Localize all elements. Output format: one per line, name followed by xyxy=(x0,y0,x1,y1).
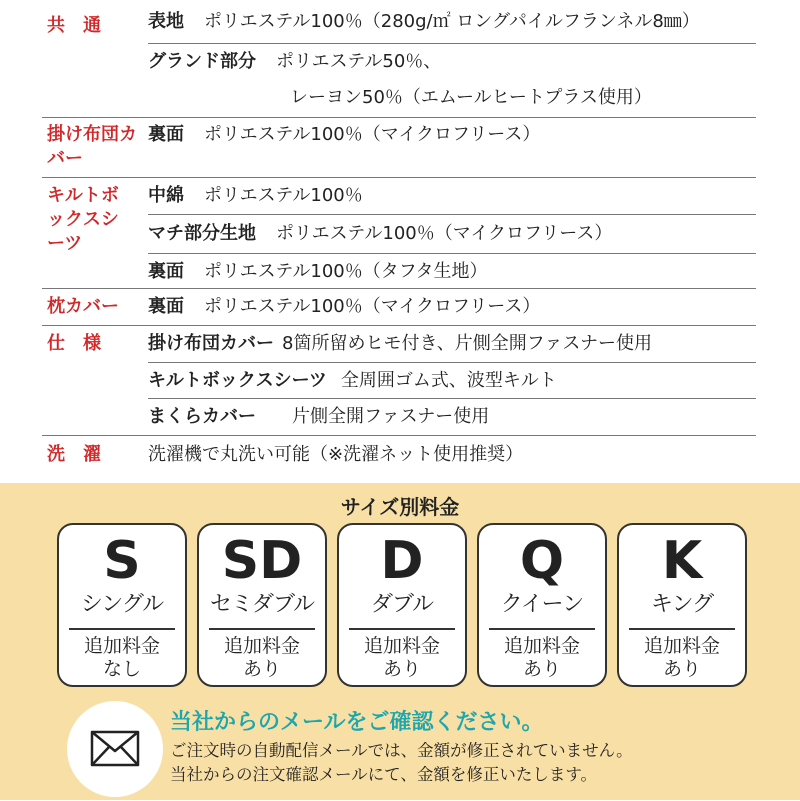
spec-line xyxy=(148,405,489,429)
fee-label: 追加料金 xyxy=(83,635,160,657)
size-letter: S xyxy=(103,531,141,591)
size-name: キング xyxy=(650,592,714,617)
spec-value: ポリエステル100％（マイクロフリース） xyxy=(204,296,541,317)
spec-line xyxy=(148,295,540,319)
card-divider xyxy=(489,628,595,630)
card-divider xyxy=(349,628,455,630)
fee-value: なし xyxy=(102,658,141,680)
spec-value: ポリエステル100％（280g/㎡ ロングパイルフランネル8㎜） xyxy=(204,11,700,32)
spec-category: 掛け布団カバー xyxy=(47,124,137,169)
size-letter: K xyxy=(661,531,703,591)
card-divider xyxy=(629,628,735,630)
size-name: シングル xyxy=(80,592,164,617)
spec-label: 裏面 xyxy=(148,124,184,145)
size-fee xyxy=(199,635,325,681)
spec-line xyxy=(290,86,652,110)
size-letter: SD xyxy=(221,531,303,591)
divider xyxy=(42,435,756,436)
divider xyxy=(148,43,756,44)
spec-value: 片側全開ファスナー使用 xyxy=(292,406,490,427)
fee-label: 追加料金 xyxy=(363,635,440,657)
size-fee xyxy=(59,635,185,681)
spec-value: 洗濯機で丸洗い可能（※洗濯ネット使用推奨） xyxy=(148,444,524,465)
spec-value: 全周囲ゴム式、波型キルト xyxy=(340,370,557,391)
fee-label: 追加料金 xyxy=(643,635,720,657)
size-name: ダブル xyxy=(370,592,434,617)
spec-line xyxy=(148,50,441,74)
spec-line xyxy=(148,123,540,147)
spec-label: 掛け布団カバー xyxy=(148,333,274,354)
spec-category: 洗 濯 xyxy=(47,444,101,465)
card-divider xyxy=(69,628,175,630)
spec-value: ポリエステル100％（タフタ生地） xyxy=(204,261,488,282)
spec-value: ポリエステル100％（マイクロフリース） xyxy=(276,223,613,244)
spec-line xyxy=(148,332,652,356)
spec-line xyxy=(148,260,487,284)
spec-line xyxy=(148,222,612,246)
divider xyxy=(42,288,756,289)
spec-label: グランド部分 xyxy=(148,51,256,72)
size-card-semi-double xyxy=(197,523,327,687)
spec-value: 8箇所留めヒモ付き、片側全開ファスナー使用 xyxy=(282,333,653,354)
spec-label: 裏面 xyxy=(148,261,184,282)
fee-value: あり xyxy=(382,658,421,680)
size-name: セミダブル xyxy=(209,592,315,617)
size-letter: Q xyxy=(519,531,565,591)
mail-notice xyxy=(170,709,790,787)
fee-label: 追加料金 xyxy=(223,635,300,657)
spec-label: 裏面 xyxy=(148,296,184,317)
card-divider xyxy=(209,628,315,630)
divider xyxy=(148,398,756,399)
divider xyxy=(148,214,756,215)
spec-label: マチ部分生地 xyxy=(148,223,256,244)
spec-value: ポリエステル100％（マイクロフリース） xyxy=(204,124,541,145)
spec-category: 枕カバー xyxy=(47,296,119,317)
size-title: サイズ別料金 xyxy=(340,495,460,519)
fee-value: あり xyxy=(242,658,281,680)
spec-label: キルトボックスシーツ xyxy=(148,370,327,391)
spec-label: 中綿 xyxy=(148,185,184,206)
fee-label: 追加料金 xyxy=(503,635,580,657)
divider xyxy=(148,253,756,254)
size-pricing-section xyxy=(0,483,800,800)
size-name: クイーン xyxy=(500,592,584,617)
spec-category: 仕 様 xyxy=(47,333,101,354)
spec-category: 共 通 xyxy=(47,15,101,36)
spec-line xyxy=(148,443,523,467)
divider xyxy=(148,362,756,363)
spec-category: キルトボックスシーツ xyxy=(47,185,119,254)
notice-line: 当社からの注文確認メールにて、金額を修正いたします。 xyxy=(170,765,598,784)
fee-value: あり xyxy=(522,658,561,680)
size-card-double xyxy=(337,523,467,687)
size-letter: D xyxy=(380,531,424,591)
divider xyxy=(42,325,756,326)
spec-line xyxy=(148,369,557,393)
fee-value: あり xyxy=(662,658,701,680)
spec-label: 表地 xyxy=(148,11,184,32)
notice-body xyxy=(170,739,790,787)
divider xyxy=(42,177,756,178)
spec-value: レーヨン50％（エムールヒートプラス使用） xyxy=(290,87,652,108)
size-card-single xyxy=(57,523,187,687)
envelope-icon-badge xyxy=(67,701,163,797)
spec-value: ポリエステル50％、 xyxy=(276,51,442,72)
spec-value: ポリエステル100％ xyxy=(204,185,363,206)
size-fee xyxy=(339,635,465,681)
size-card-queen xyxy=(477,523,607,687)
notice-line: ご注文時の自動配信メールでは、金額が修正されていません。 xyxy=(170,741,633,760)
envelope-icon xyxy=(67,701,163,797)
spec-label: まくらカバー xyxy=(148,406,256,427)
size-fee xyxy=(619,635,745,681)
size-fee xyxy=(479,635,605,681)
notice-headline: 当社からのメールをご確認ください。 xyxy=(170,710,544,735)
divider xyxy=(42,117,756,118)
size-card-king xyxy=(617,523,747,687)
spec-line xyxy=(148,184,363,208)
spec-line xyxy=(148,10,700,34)
